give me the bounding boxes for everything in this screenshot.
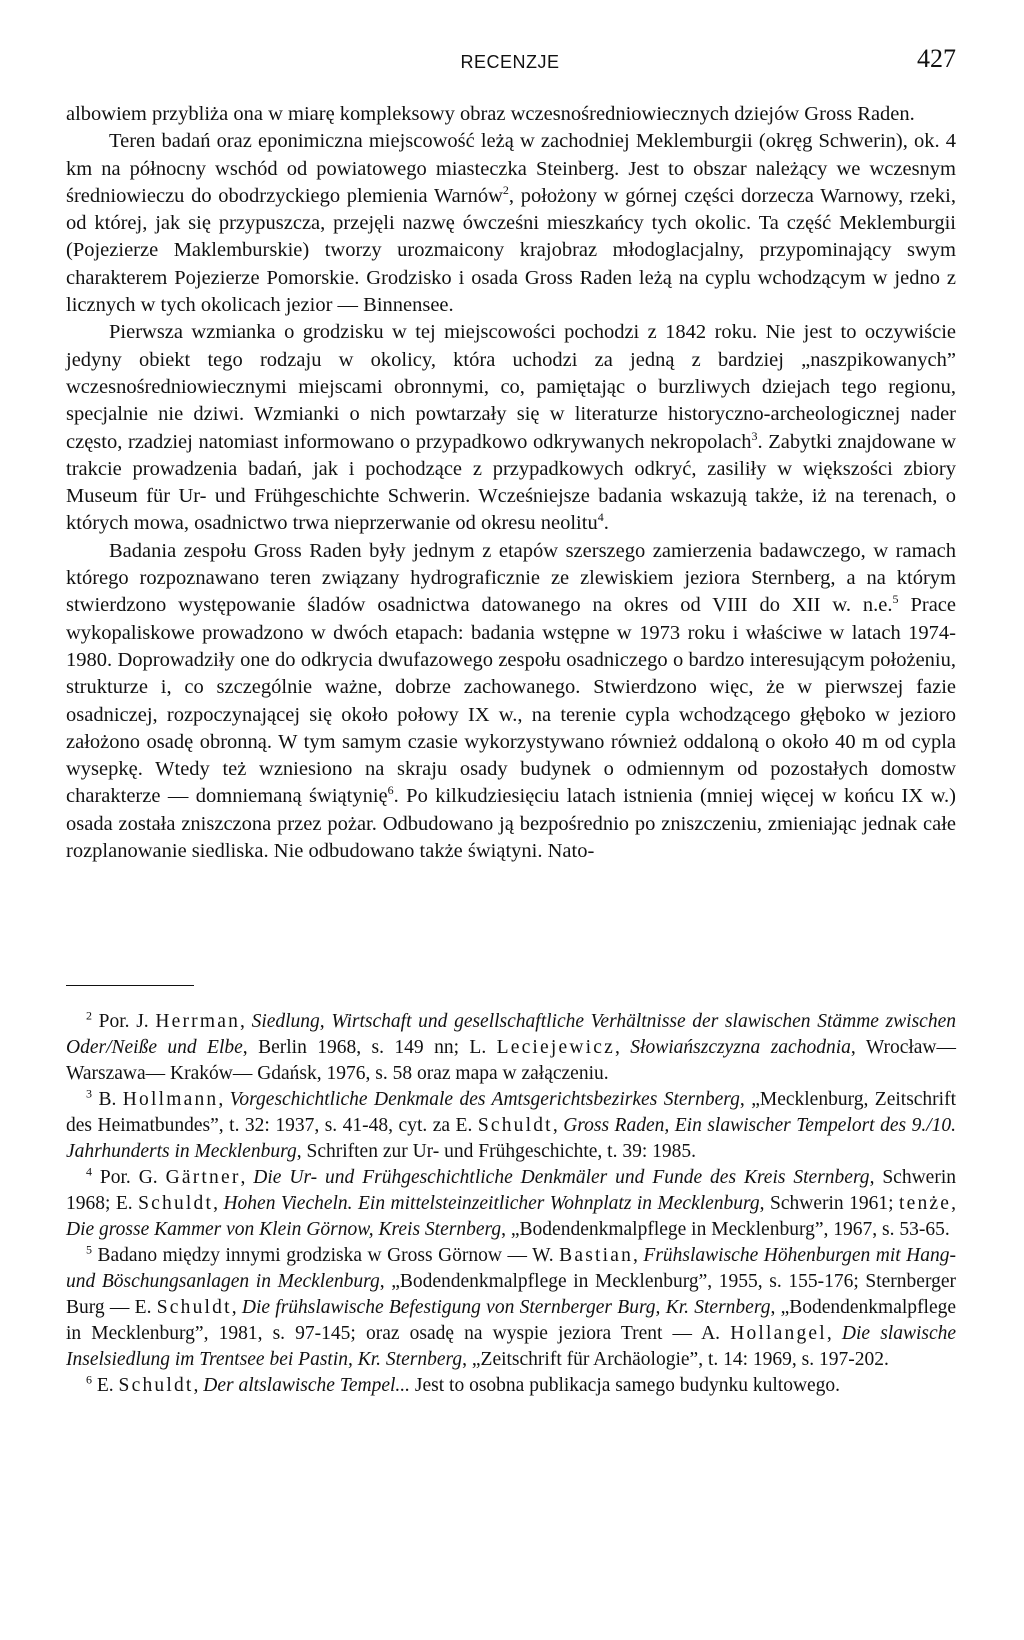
author-name: Bastian bbox=[559, 1245, 634, 1266]
footnote-text: E. bbox=[96, 1375, 119, 1396]
footnote-text: , bbox=[951, 1193, 956, 1214]
footnote-2 bbox=[66, 1009, 956, 1087]
citation-title: Słowiańszczyzna zachodnia bbox=[630, 1037, 851, 1058]
footnotes bbox=[66, 1009, 956, 1399]
footnote-text: , Wrocław— Warszawa— Kraków— Gdańsk, 1976, s. 58 oraz mapa w załączeniu. bbox=[66, 1037, 957, 1084]
footnote-ref[interactable]: 4 bbox=[597, 510, 604, 525]
author-name: Leciejewicz bbox=[496, 1037, 615, 1058]
footnote-text: , bbox=[213, 1193, 224, 1214]
footnote-text: Por. J. bbox=[98, 1011, 156, 1032]
footnote-text: , bbox=[826, 1323, 842, 1344]
footnote-text: , bbox=[218, 1089, 230, 1110]
paragraph-2 bbox=[66, 128, 956, 319]
footnote-text: , bbox=[633, 1245, 644, 1266]
paragraph-3 bbox=[66, 319, 956, 537]
paragraph-text: . Zabytki znajdowane w trakcie prowadzenia badań, jak i pochodzące z przypadkowych odkryć, zasiliły w większości zbiory Museum für Ur- und Frühgeschichte Schwerin. Wcześniejsze badania wskazują także, iż na terenach, o których mowa, osadnictwo trwa nieprzerwanie od okresu neolitu bbox=[66, 430, 956, 535]
footnote-text: , Schriften zur Ur- und Frühgeschichte, t. 39: 1985. bbox=[296, 1141, 696, 1162]
footnote-number: 2 bbox=[86, 1008, 92, 1023]
author-name: Schuldt bbox=[118, 1375, 194, 1396]
author-name: Schuldt bbox=[138, 1193, 214, 1214]
paragraph-text: albowiem przybliża ona w miarę kompleksowy obraz wczesnośredniowiecznych dziejów Gross Raden. bbox=[66, 103, 915, 125]
author-name: Schuldt bbox=[156, 1297, 232, 1318]
author-name: Schuldt bbox=[477, 1115, 553, 1136]
footnote-number: 3 bbox=[86, 1086, 92, 1101]
footnote-6 bbox=[66, 1373, 956, 1399]
footnote-ref[interactable]: 6 bbox=[387, 783, 394, 798]
author-name: Gärtner bbox=[165, 1167, 241, 1188]
footnote-text: , bbox=[231, 1297, 242, 1318]
footnote-text: , „Mecklenburg, Zeitschrift des Heimatbundes”, t. 32: 1937, s. 41-48, cyt. za E. bbox=[66, 1089, 957, 1136]
citation-title: Frühslawische Höhenburgen mit Hang- und Böschungsanlagen in Mecklenburg bbox=[66, 1245, 956, 1292]
citation-title: Die Ur- und Frühgeschichtliche Denkmäler und Funde des Kreis Sternberg bbox=[253, 1167, 870, 1188]
paragraph-text: Badania zespołu Gross Raden były jednym z etapów szerszego zamierzenia badawczego, w ramach którego rozpoznawano teren związany hydrograficznie ze zlewiskiem jeziora Sternberg, a na którym stwierdzono występowanie śladów osadnictwa datowanego na okres od VIII do XII w. n.e. bbox=[66, 539, 956, 617]
paragraph-text: Pierwsza wzmianka o grodzisku w tej miejscowości pochodzi z 1842 roku. Nie jest to oczywiście jedyny obiekt tego rodzaju w okolicy, która uchodzi za jedną z bardziej „naszpikowanych” wczesnośredniowiecznymi miejscami obronnymi, co, pamiętając o burzliwych dziejach tego regionu, specjalnie nie dziwi. Wzmianki o nich powtarzały się w literaturze historyczno-archeologicznej nader często, rzadziej natomiast informowano o przypadkowo odkrywanych nekropolach bbox=[66, 321, 956, 453]
citation-title: Siedlung, Wirtschaft und gesellschaftliche Verhältnisse der slawischen Stämme zwischen Oder/Neiße und Elbe bbox=[66, 1011, 956, 1058]
page-number: 427 bbox=[917, 44, 956, 73]
paragraph-text: , położony w górnej części dorzecza Warnowy, rzeki, od której, jak się przypuszcza, przejęli nazwę ówcześni mieszkańcy tych okolic. Ta część Meklemburgii (Pojezierze Maklemburskie) tworzy urozmaicony krajobraz młodoglacjalny, przypominający swym charakterem Pojezierze Pomorskie. Grodzisko i osada Gross Raden leżą na cyplu wchodzącym w jedno z licznych w tych okolicach jezior — Binnensee. bbox=[66, 184, 956, 317]
paragraph-text: . Po kilkudziesięciu latach istnienia (mniej więcej w końcu IX w.) osada została zniszczona przez pożar. Odbudowano ją bezpośrednio po zniszczeniu, zmieniając jednak całe rozplanowanie siedliska. Nie odbudowano także świątyni. Nato- bbox=[66, 785, 956, 863]
footnote-text: , bbox=[240, 1011, 252, 1032]
footnote-text: , bbox=[193, 1375, 204, 1396]
footnote-text: B. bbox=[98, 1089, 123, 1110]
paragraph-text: Teren badań oraz eponimiczna miejscowość leżą w zachodniej Meklemburgii (okręg Schwerin), ok. 4 km na północny wschód od powiatowego miasteczka Steinberg. Jest to obszar należący we wczesnym średniowieczu do obodrzyckiego plemienia Warnów bbox=[66, 130, 956, 207]
footnote-divider bbox=[66, 985, 194, 986]
author-name: tenże bbox=[898, 1193, 952, 1214]
author-name: Herrman bbox=[155, 1011, 241, 1032]
page-header bbox=[64, 44, 956, 84]
author-name: Hollmann bbox=[122, 1089, 219, 1110]
footnote-text: , „Bodendenkmalpflege in Mecklenburg”, 1955, s. 155-176; Sternberger Burg — E. bbox=[66, 1271, 956, 1318]
citation-title: Die slawische Inselsiedlung im Trentsee bei Pastin, Kr. Sternberg bbox=[66, 1323, 957, 1370]
footnote-3 bbox=[66, 1087, 956, 1165]
running-head: RECENZJE bbox=[460, 52, 560, 72]
author-name: Hollangel bbox=[730, 1323, 827, 1344]
footnote-text: , „Zeitschrift für Archäologie”, t. 14: 1969, s. 197-202. bbox=[462, 1349, 889, 1370]
citation-title: Die grosse Kammer von Klein Görnow, Kreis Sternberg bbox=[66, 1219, 502, 1240]
footnote-text: Por. G. bbox=[99, 1167, 166, 1188]
footnote-text: , bbox=[240, 1167, 254, 1188]
paragraph-4 bbox=[66, 538, 956, 866]
citation-title: Hohen Viecheln. Ein mittelsteinzeitlicher Wohnplatz in Mecklenburg bbox=[223, 1193, 760, 1214]
footnote-ref[interactable]: 2 bbox=[502, 183, 509, 198]
paragraph-text: . bbox=[603, 512, 609, 535]
footnote-number: 5 bbox=[86, 1242, 92, 1257]
footnote-text: , bbox=[615, 1037, 631, 1058]
citation-title: Die frühslawische Befestigung von Sternberger Burg, Kr. Sternberg bbox=[241, 1297, 771, 1318]
footnote-text: Jest to osobna publikacja samego budynku kultowego. bbox=[410, 1375, 841, 1396]
footnote-5 bbox=[66, 1243, 956, 1373]
paragraph-text: Prace wykopaliskowe prowadzono w dwóch etapach: badania wstępne w 1973 roku i właściwe w latach 1974-1980. Doprowadziły one do odkrycia dwufazowego zespołu osadniczego o bardzo interesującym położeniu, strukturze i, co szczególnie ważne, dobrze zachowanego. Stwierdzono więc, że w pierwszej fazie osadniczej, rozpoczynającej się około połowy IX w., na terenie cypla wchodzącego głęboko w jezioro założono osadę obronną. W tym samym czasie wykorzystywano również oddaloną o około 40 m od cypla wysepkę. Wtedy też wzniesiono na skraju osady budynek o odmiennym od pozostałych domostw charakterze — domniemaną świątynię bbox=[66, 594, 957, 808]
footnote-number: 4 bbox=[86, 1164, 92, 1179]
footnote-text: , „Bodendenkmalpflege in Mecklenburg”, 1981, s. 97-145; oraz osadę na wyspie jeziora Trent — A. bbox=[66, 1297, 957, 1344]
main-text bbox=[66, 101, 956, 865]
citation-title: Der altslawische Tempel... bbox=[203, 1375, 411, 1396]
footnote-text: , Schwerin 1968; E. bbox=[66, 1167, 956, 1214]
footnote-text: , bbox=[552, 1115, 564, 1136]
footnote-ref[interactable]: 3 bbox=[751, 428, 758, 443]
footnote-text: , Berlin 1968, s. 149 nn; L. bbox=[242, 1037, 497, 1058]
footnote-text: Badano między innymi grodziska w Gross Görnow — W. bbox=[97, 1245, 560, 1266]
footnote-4 bbox=[66, 1165, 956, 1243]
footnote-text: , Schwerin 1961; bbox=[759, 1193, 899, 1214]
footnote-text: , „Bodendenkmalpflege in Mecklenburg”, 1967, s. 53-65. bbox=[501, 1219, 950, 1240]
citation-title: Gross Raden, Ein slawischer Tempelort des 9./10. Jahrhunderts in Mecklenburg bbox=[66, 1115, 956, 1162]
footnote-number: 6 bbox=[86, 1372, 92, 1387]
footnote-ref[interactable]: 5 bbox=[892, 592, 899, 607]
paragraph-1 bbox=[66, 101, 956, 128]
citation-title: Vorgeschichtliche Denkmale des Amtsgerichtsbezirkes Sternberg bbox=[229, 1089, 740, 1110]
